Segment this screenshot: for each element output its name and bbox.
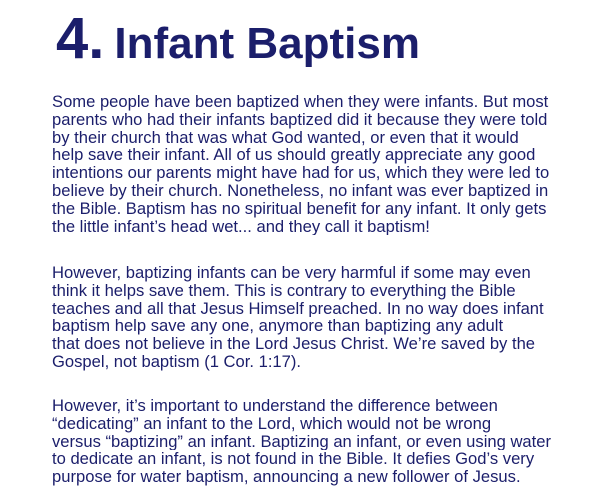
text-line: that does not believe in the Lord Jesus Christ. We’re saved by the	[52, 335, 536, 353]
text-line: teaches and all that Jesus Himself preached. In no way does infant	[52, 299, 544, 318]
section-number: 4.	[56, 6, 105, 71]
text-line: However, baptizing infants can be very harmful if some may even	[52, 264, 531, 282]
text-line: the Bible. Baptism has no spiritual benefit for any infant. It only gets	[52, 199, 547, 218]
text-line: versus “baptizing” an infant. Baptizing an infant, or even using water	[52, 432, 552, 451]
text-line: believe by their church. Nonetheless, no infant was ever baptized in	[52, 181, 549, 200]
paragraph-3	[52, 397, 600, 486]
text-line: think it helps save them. This is contrary to everything the Bible	[52, 281, 516, 300]
text-line: help save their infant. All of us should greatly appreciate any good	[52, 146, 536, 165]
text-line: the little infant’s head wet... and they call it baptism!	[52, 217, 430, 236]
section-title: Infant Baptism	[114, 19, 420, 68]
text-line: to dedicate an infant, is not found in the Bible. It defies God’s very	[52, 450, 535, 469]
text-line: Some people have been baptized when they were infants. But most	[52, 93, 549, 111]
text-line: However, it’s important to understand the difference between	[52, 397, 498, 415]
text-line: Gospel, not baptism (1 Cor. 1:17).	[52, 352, 302, 371]
text-line: purpose for water baptism, announcing a new follower of Jesus.	[52, 468, 521, 486]
text-line: parents who had their infants baptized did it because they were told	[52, 110, 548, 129]
text-line: baptism help save any one, anymore than baptizing any adult	[52, 317, 504, 336]
text-line: “dedicating” an infant to the Lord, which would not be wrong	[52, 414, 492, 433]
text-line: intentions our parents might have had for us, which they were led to	[52, 164, 550, 182]
section-heading	[56, 6, 420, 71]
text-line: by their church that was what God wanted, or even that it would	[52, 128, 519, 147]
paragraph-2	[52, 264, 600, 371]
paragraph-1	[52, 93, 600, 235]
